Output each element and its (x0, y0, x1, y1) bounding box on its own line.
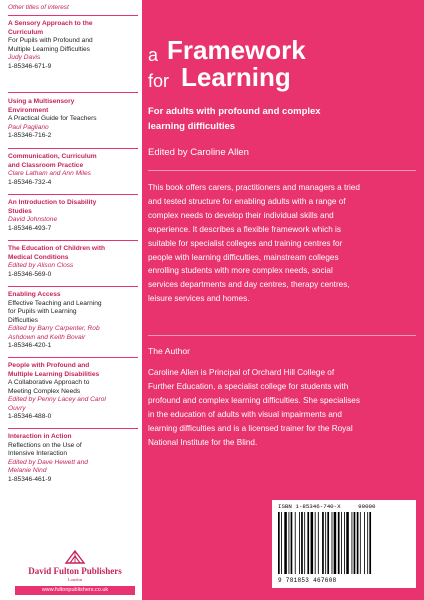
text-line: in the education of adults with visual impairments and (148, 409, 342, 419)
book-title: Communication, Curriculum (8, 153, 97, 160)
barcode-bars (278, 512, 410, 574)
text-line: learning difficulties and is a licensed trainer for the Royal (148, 423, 353, 433)
book-entry (8, 20, 140, 71)
price-code: 90000 (358, 503, 376, 510)
book-title: Enabling Access (8, 291, 61, 298)
description (148, 181, 416, 306)
book-title: A Sensory Approach to the (8, 20, 93, 27)
book-author: Edited by Dave Hewett and (8, 458, 88, 466)
book-title: Environment (8, 106, 49, 114)
book-subtitle: A Practical Guide for Teachers (8, 115, 97, 122)
book-isbn: 1-85346-716-2 (8, 132, 52, 139)
other-titles-sidebar (0, 0, 142, 600)
publisher-block (8, 549, 142, 595)
text-line: people with learning difficulties, mainstream colleges (148, 252, 339, 262)
book-author: Clare Latham and Ann Miles (8, 170, 91, 177)
publisher-logo-icon (64, 549, 86, 565)
text-line: and tested structure for enabling adults with a range of (148, 196, 346, 206)
book-subtitle: for Pupils with Learning (8, 308, 77, 315)
book-isbn: 1-85346-493-7 (8, 224, 52, 232)
book-title: and Classroom Practice (8, 161, 84, 169)
text-line: complex needs to develop their individual skills and (148, 210, 334, 220)
book-entry (8, 362, 140, 422)
book-isbn: 1-85346-732-4 (8, 178, 52, 186)
divider (8, 15, 138, 16)
author-heading: The Author (148, 346, 191, 356)
text-line: experience. It describes a flexible framework which is (148, 224, 341, 234)
other-titles-heading: Other titles of interest (8, 4, 69, 11)
book-subtitle: Difficulties (8, 316, 38, 324)
text-line: National Institute for the Blind. (148, 437, 258, 447)
book-isbn: 1-85346-569-0 (8, 270, 52, 278)
book-subtitle: A Collaborative Approach to (8, 379, 90, 386)
isbn-label (278, 503, 376, 510)
book-author: Edited by Barry Carpenter, Rob (8, 325, 100, 332)
book-title: An Introduction to Disability (8, 199, 97, 206)
title-word-for: for (148, 71, 170, 91)
book-author: Edited by Penny Lacey and Carol (8, 396, 106, 403)
text-line: suitable for specialist colleges and training centres for (148, 238, 343, 248)
book-author: Ashdown and Keith Bovair (8, 333, 86, 341)
book-subtitle: For Pupils with Profound and (8, 37, 93, 44)
book-isbn: 1-85346-488-0 (8, 413, 52, 420)
book-author: Paul Pagliano (8, 123, 49, 131)
book-entry (8, 433, 140, 484)
title-word-framework: Framework (167, 35, 306, 65)
editor-credit: Edited by Caroline Allen (148, 147, 249, 158)
divider (8, 286, 138, 287)
book-author: Edited by Alison Closs (8, 262, 74, 269)
book-title: People with Profound and (8, 362, 90, 369)
book-subtitle: Effective Teaching and Learning (8, 299, 102, 307)
book-entry (8, 245, 140, 279)
divider (8, 428, 138, 429)
divider (8, 148, 138, 149)
divider (8, 92, 138, 93)
divider (148, 335, 416, 336)
title-word-a: a (148, 45, 159, 65)
book-author: David Johnstone (8, 216, 58, 223)
book-subtitle: Meeting Complex Needs (8, 387, 81, 395)
book-title: The Education of Children with (8, 245, 106, 252)
publisher-city: London (67, 577, 83, 582)
author-bio (148, 366, 416, 449)
title-word-learning: Learning (181, 62, 291, 92)
subtitle-line: learning difficulties (148, 121, 236, 132)
divider (148, 170, 416, 171)
divider (8, 194, 138, 195)
book-author: Ouvry (8, 404, 26, 412)
text-line: leisure services and homes. (148, 294, 250, 304)
text-line: This book offers carers, practitioners and managers a tried (148, 183, 360, 192)
isbn-number: ISBN 1-85346-740-X (278, 503, 341, 510)
book-author: Melanie Nind (8, 467, 47, 474)
text-line: Further Education, a specialist college for students with (148, 381, 349, 391)
book-isbn: 1-85346-461-9 (8, 475, 52, 483)
book-title: Interaction in Action (8, 433, 72, 440)
book-title: Multiple Learning Disabilities (8, 370, 100, 378)
book-subtitle: Reflections on the Use of (8, 441, 82, 449)
book-title: Curriculum (8, 28, 44, 36)
book-subtitle-main (148, 104, 398, 134)
book-entry (8, 199, 140, 233)
book-subtitle: Intensive Interaction (8, 450, 68, 457)
text-line: profound and complex learning difficulties. She specialises (148, 395, 360, 405)
ean-digits: 9 781853 467608 (278, 577, 337, 584)
book-entry (8, 291, 140, 351)
divider (8, 240, 138, 241)
subtitle-line: For adults with profound and complex (148, 106, 321, 117)
publisher-url[interactable]: www.fultonpublishers.co.uk (15, 586, 135, 595)
book-title: Using a Multisensory (8, 98, 75, 105)
book-isbn: 1-85346-671-9 (8, 62, 52, 70)
text-line: Caroline Allen is Principal of Orchard Hill College of (148, 368, 335, 377)
book-author: Judy Davis (8, 54, 41, 61)
text-line: services departments and day centres, therapy centres, (148, 280, 350, 290)
publisher-name: David Fulton Publishers (28, 566, 122, 576)
barcode-panel (272, 500, 416, 588)
divider (8, 357, 138, 358)
book-entry (8, 153, 140, 187)
book-entry (8, 98, 140, 141)
text-line: enrolling students with more complex needs, social (148, 266, 333, 276)
book-subtitle: Multiple Learning Difficulties (8, 45, 90, 53)
book-title: Medical Conditions (8, 253, 69, 261)
book-title: Studies (8, 207, 32, 215)
book-isbn: 1-85346-420-1 (8, 342, 52, 349)
